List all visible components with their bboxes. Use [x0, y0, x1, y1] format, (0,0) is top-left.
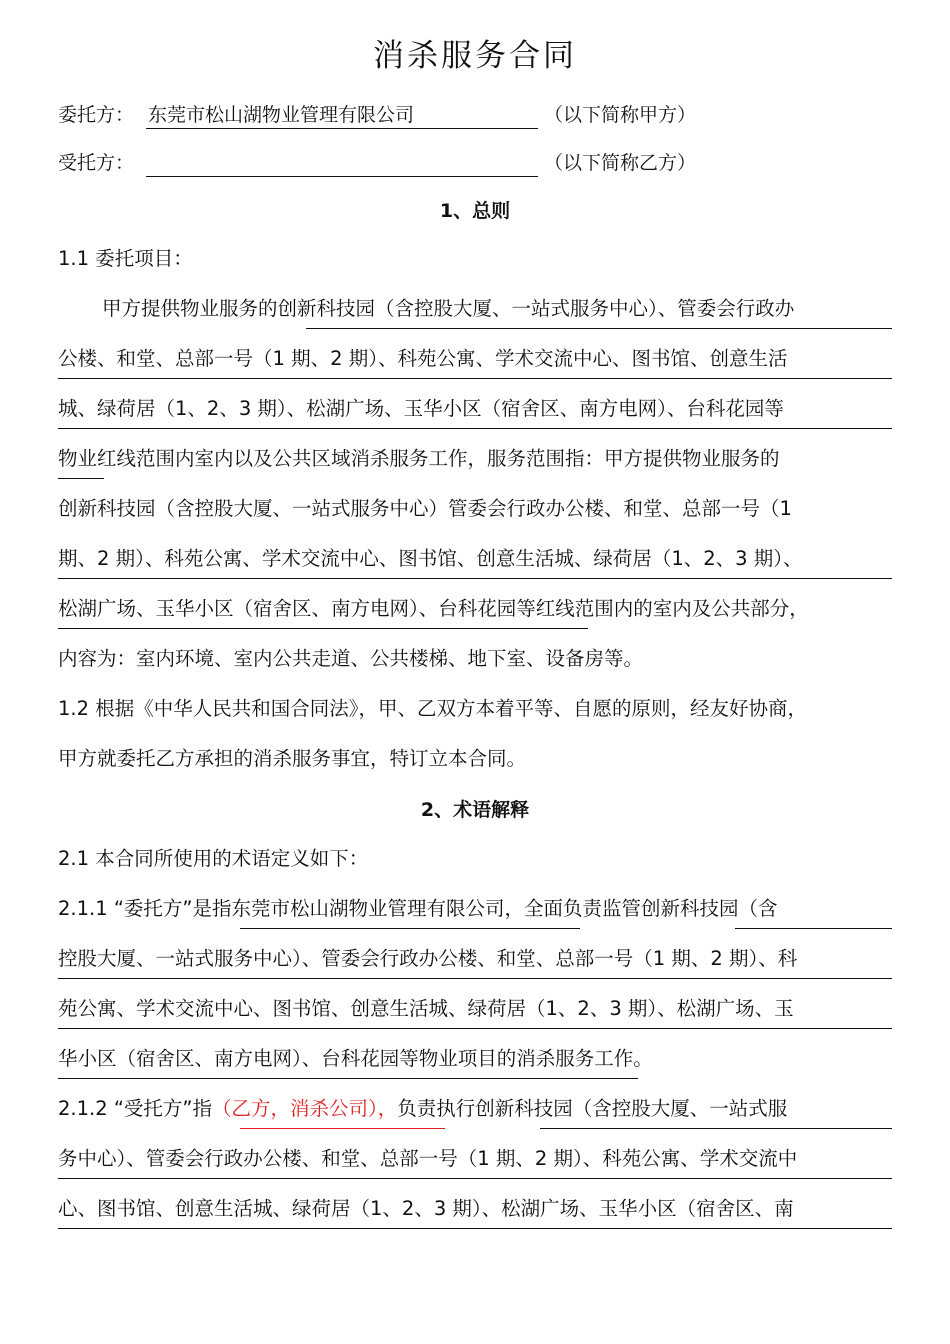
client-underline	[146, 128, 538, 129]
item-2-1-2-line: 心、图书馆、创意生活城、绿荷居（1、2、3 期）、松湖广场、玉华小区（宿舍区、南	[58, 1197, 794, 1220]
client-label: 委托方：	[58, 104, 135, 126]
item-1-1: 1.1 委托项目：	[58, 247, 193, 270]
underline-rule	[58, 1028, 892, 1029]
contractor-label: 受托方：	[58, 152, 135, 174]
highlight-underline-rule	[240, 1128, 445, 1129]
para-line: 物业红线范围内室内以及公共区域消杀服务工作，服务范围指：甲方提供物业服务的	[58, 447, 780, 470]
item-2-1-2-line: 务中心）、管委会行政办公楼、和堂、总部一号（1 期、2 期）、科苑公寓、学术交流中	[58, 1147, 798, 1170]
contractor-note: （以下简称乙方）	[544, 152, 697, 174]
para-line: 内容为：室内环境、室内公共走道、公共楼梯、地下室、设备房等。	[58, 647, 644, 670]
underline-rule	[306, 328, 892, 329]
underline-rule	[58, 1178, 892, 1179]
para-line: 松湖广场、玉华小区（宿舍区、南方电网）、台科花园等红线范围内的室内及公共部分，	[58, 597, 809, 620]
underline-rule	[58, 628, 588, 629]
item-2-1-2-first-line	[58, 1095, 787, 1123]
underline-rule	[58, 378, 892, 379]
item-2-1-2-rest: 负责执行创新科技园（含控股大厦、一站式服	[397, 1097, 788, 1120]
para-line: 公楼、和堂、总部一号（1 期、2 期）、科苑公寓、学术交流中心、图书馆、创意生活	[58, 347, 788, 370]
underline-rule	[58, 978, 892, 979]
para-line: 期、2 期）、科苑公寓、学术交流中心、图书馆、创意生活城、绿荷居（1、2、3 期）、	[58, 547, 803, 570]
para-line: 城、绿荷居（1、2、3 期）、松湖广场、玉华小区（宿舍区、南方电网）、台科花园等	[58, 397, 784, 420]
underline-rule	[58, 478, 104, 479]
item-2-1: 2.1 本合同所使用的术语定义如下：	[58, 847, 369, 870]
para-line: 创新科技园（含控股大厦、一站式服务中心）管委会行政办公楼、和堂、总部一号（1	[58, 497, 792, 520]
underline-rule	[58, 1228, 892, 1229]
item-2-1-2-prefix: 2.1.2 “受托方”指	[58, 1097, 213, 1120]
section-2-heading: 2、术语解释	[420, 799, 530, 821]
contractor-underline	[146, 176, 538, 177]
item-1-2-line: 1.2 根据《中华人民共和国合同法》，甲、乙双方本着平等、自愿的原则，经友好协商，	[58, 697, 807, 720]
section-1-heading: 1、总则	[439, 200, 511, 222]
item-2-1-1-line: 苑公寓、学术交流中心、图书馆、创意生活城、绿荷居（1、2、3 期）、松湖广场、玉	[58, 997, 794, 1020]
contractor-highlight: （乙方，消杀公司），	[212, 1097, 398, 1120]
item-2-1-1-line: 2.1.1 “委托方”是指东莞市松山湖物业管理有限公司，全面负责监管创新科技园（含	[58, 897, 778, 920]
underline-rule	[58, 578, 892, 579]
client-note: （以下简称甲方）	[544, 104, 697, 126]
underline-rule	[735, 928, 892, 929]
underline-rule	[540, 1128, 892, 1129]
underline-rule	[58, 1078, 638, 1079]
para-line: 甲方提供物业服务的创新科技园（含控股大厦、一站式服务中心）、管委会行政办	[102, 297, 795, 320]
document-title: 消杀服务合同	[373, 38, 577, 74]
item-2-1-1-line: 华小区（宿舍区、南方电网）、台科花园等物业项目的消杀服务工作。	[58, 1047, 653, 1070]
underline-rule	[58, 428, 892, 429]
client-value: 东莞市松山湖物业管理有限公司	[148, 104, 415, 126]
underline-rule	[240, 928, 580, 929]
item-1-2-line: 甲方就委托乙方承担的消杀服务事宜，特订立本合同。	[58, 747, 527, 770]
item-2-1-1-line: 控股大厦、一站式服务中心）、管委会行政办公楼、和堂、总部一号（1 期、2 期）、科	[58, 947, 798, 970]
